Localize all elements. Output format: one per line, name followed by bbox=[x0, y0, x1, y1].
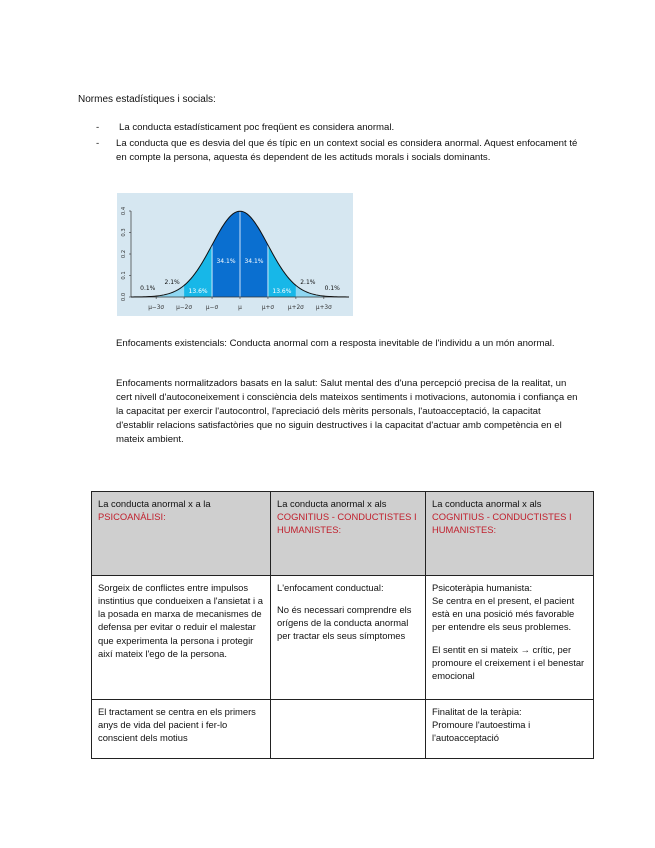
x-tick-label: μ+σ bbox=[261, 305, 275, 311]
x-tick-label: μ+3σ bbox=[315, 305, 332, 311]
cell-text: Promoure l'autoestima i l'autoacceptació bbox=[432, 719, 531, 744]
header-highlight: PSICOANÀLISI: bbox=[98, 511, 166, 523]
header-prefix: La conducta anormal x a la bbox=[98, 498, 211, 509]
bullet-text-statistical: La conducta estadísticament poc freqüent es considera anormal. bbox=[119, 122, 395, 133]
table-row bbox=[92, 700, 594, 759]
chart-regions bbox=[156, 211, 324, 297]
cell-title: Psicoteràpia humanista: bbox=[432, 582, 533, 593]
x-tick-label: μ−σ bbox=[205, 305, 219, 311]
header-prefix: La conducta anormal x als bbox=[277, 498, 387, 509]
bullet-dash: - bbox=[96, 122, 100, 133]
header-cell-psychoanalysis bbox=[92, 492, 271, 576]
tail-label: 0.1% bbox=[324, 285, 340, 292]
header-cell-cognitive-2 bbox=[426, 492, 594, 576]
region-label: 13.6% bbox=[272, 288, 292, 295]
table-cell-empty bbox=[271, 700, 426, 759]
cell-text: Sorgeix de conflictes entre impulsos instintius que condueixen a l'ansietat i a la posada en marxa de mecanismes de defensa per evitar o reduir el malestar que experimenta la persona i protegir així mateix l'ego de la persona. bbox=[98, 582, 263, 659]
x-tick-label: μ−2σ bbox=[176, 305, 193, 311]
existential-approach-paragraph: Enfocaments existencials: Conducta anormal com a resposta inevitable de l'individu a un món anormal. bbox=[116, 338, 555, 349]
table-row bbox=[92, 576, 594, 700]
bullet-text-social: La conducta que es desvia del que és típic en un context social es considera anormal. Aquest enfocament té en compte la persona, aquesta és dependent de les actituds morals i socials dominants. bbox=[116, 138, 578, 163]
x-tick-label: μ−3σ bbox=[148, 305, 165, 311]
region-label: 34.1% bbox=[244, 258, 264, 265]
table-header-row bbox=[92, 492, 594, 576]
y-tick-label: 0.1 bbox=[121, 271, 127, 280]
table-cell bbox=[426, 576, 594, 700]
x-tick-label: μ+2σ bbox=[287, 305, 304, 311]
comparison-table bbox=[91, 491, 594, 759]
region-label: 2.1% bbox=[164, 279, 180, 286]
table-cell bbox=[92, 700, 271, 759]
cell-text: El tractament se centra en els primers anys de vida del pacient i fer-lo conscient dels motius bbox=[98, 706, 256, 744]
y-tick-label: 0.0 bbox=[121, 292, 127, 302]
region-area bbox=[212, 211, 240, 297]
region-label: 2.1% bbox=[300, 279, 316, 286]
region-label: 34.1% bbox=[216, 258, 236, 265]
health-approach-paragraph: Enfocaments normalitzadors basats en la salut: Salut mental des d'una percepció precisa de la realitat, un cert nivell d'autoconeixement i consciència dels mateixos sentiments i motivacions, autonomia i confiança en la capacitat per exercir l'autocontrol, l'apreciació dels mèrits personals, l'autoacceptació, la capacitat d'establir relacions satisfactòries que no siguin destructives i la capacitat d'actuar amb competència en el mateix ambient. bbox=[116, 378, 578, 445]
cell-text-extra: El sentit en si mateix → crític, per promoure el creixement i el benestar emocional bbox=[432, 643, 585, 681]
tail-label: 0.1% bbox=[140, 285, 156, 292]
region-area bbox=[240, 211, 268, 297]
table-cell bbox=[426, 700, 594, 759]
y-tick-label: 0.4 bbox=[121, 206, 127, 216]
header-cell-cognitive bbox=[271, 492, 426, 576]
y-tick-label: 0.3 bbox=[121, 228, 127, 237]
cell-text: Se centra en el present, el pacient està en una posició més favorable per entendre els seus problemes. bbox=[432, 595, 575, 633]
y-tick-label: 0.2 bbox=[121, 249, 127, 259]
cell-title: L'enfocament conductual: bbox=[277, 582, 384, 593]
header-highlight: COGNITIUS - CONDUCTISTES I HUMANISTES: bbox=[432, 511, 572, 536]
bullet-dash: - bbox=[96, 138, 100, 149]
region-label: 13.6% bbox=[188, 288, 208, 295]
cell-title: Finalitat de la teràpia: bbox=[432, 706, 522, 717]
normal-distribution-chart bbox=[117, 193, 353, 316]
section-heading: Normes estadístiques i socials: bbox=[78, 94, 216, 105]
x-tick-label: μ bbox=[238, 305, 242, 311]
header-highlight: COGNITIUS - CONDUCTISTES I HUMANISTES: bbox=[277, 511, 417, 536]
table-cell bbox=[92, 576, 271, 700]
header-prefix: La conducta anormal x als bbox=[432, 498, 542, 509]
table-cell bbox=[271, 576, 426, 700]
cell-text: No és necessari comprendre els orígens de la conducta anormal per tractar els seus símptomes bbox=[277, 604, 412, 642]
